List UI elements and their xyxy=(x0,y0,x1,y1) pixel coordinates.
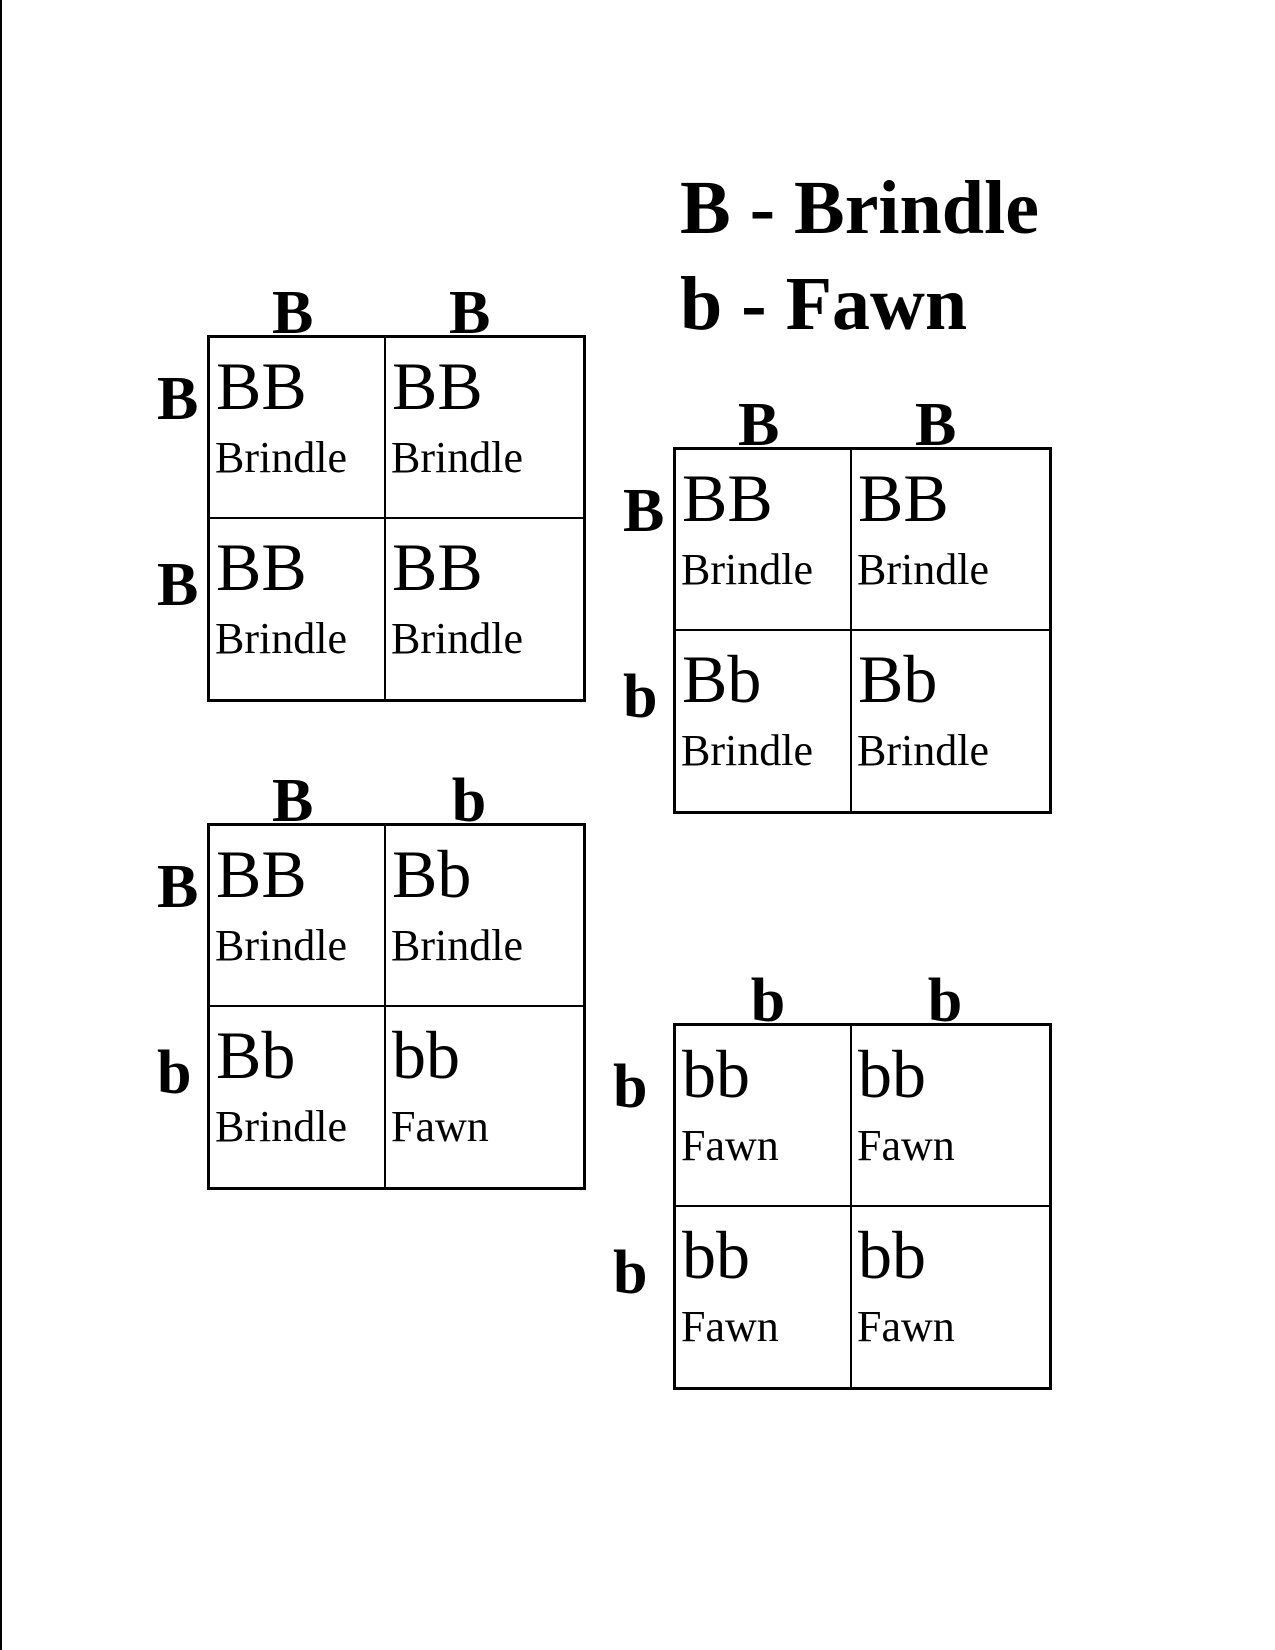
phenotype: Brindle xyxy=(681,725,813,775)
top-allele: B xyxy=(272,279,314,347)
punnett-cell xyxy=(386,826,583,1007)
genotype: BB xyxy=(392,348,483,424)
phenotype: Brindle xyxy=(391,433,523,482)
punnett-grid xyxy=(207,335,586,702)
phenotype: Brindle xyxy=(391,921,523,970)
top-allele: b xyxy=(750,967,786,1035)
punnett-cell xyxy=(386,519,583,700)
genotype: bb xyxy=(858,1036,926,1112)
punnett-cell xyxy=(676,450,852,631)
side-allele: b xyxy=(623,663,658,731)
phenotype: Fawn xyxy=(857,1121,955,1170)
punnett-cell xyxy=(676,1026,852,1207)
phenotype: Brindle xyxy=(215,433,347,482)
top-allele: B xyxy=(738,391,780,459)
phenotype: Brindle xyxy=(857,545,989,594)
phenotype: Fawn xyxy=(681,1121,779,1170)
genotype: bb xyxy=(682,1216,750,1293)
punnett-cell xyxy=(852,450,1049,631)
side-allele: B xyxy=(157,365,199,433)
legend-dominant: B - Brindle xyxy=(680,166,1039,250)
punnett-square-4 xyxy=(613,967,1063,1390)
genotype: BB xyxy=(216,348,307,424)
punnett-grid xyxy=(207,823,586,1190)
phenotype: Brindle xyxy=(215,1101,347,1151)
genotype: bb xyxy=(682,1036,750,1112)
punnett-cell xyxy=(852,1026,1049,1207)
punnett-cell xyxy=(210,519,386,700)
phenotype: Fawn xyxy=(391,1101,489,1151)
genotype: Bb xyxy=(858,640,938,717)
genotype: BB xyxy=(858,460,949,536)
punnett-cell xyxy=(676,1207,852,1388)
phenotype: Brindle xyxy=(857,725,989,775)
punnett-grid xyxy=(673,447,1052,814)
legend xyxy=(680,160,1039,352)
punnett-grid xyxy=(673,1023,1052,1390)
genotype: BB xyxy=(216,836,307,912)
punnett-cell xyxy=(852,1207,1049,1388)
punnett-square-2 xyxy=(623,391,1063,814)
side-allele: B xyxy=(623,477,665,545)
phenotype: Brindle xyxy=(215,613,347,663)
top-allele: b xyxy=(451,767,487,835)
punnett-square-1 xyxy=(157,279,597,702)
phenotype: Brindle xyxy=(215,921,347,970)
top-allele: b xyxy=(927,967,963,1035)
phenotype: Brindle xyxy=(391,613,523,663)
phenotype: Fawn xyxy=(857,1301,955,1351)
genotype: BB xyxy=(216,528,307,605)
page-edge-line xyxy=(0,0,2,1650)
side-allele: b xyxy=(613,1053,648,1121)
top-allele: B xyxy=(449,279,491,347)
genotype: bb xyxy=(858,1216,926,1293)
punnett-cell xyxy=(852,631,1049,812)
genotype: bb xyxy=(392,1016,460,1093)
side-allele: b xyxy=(157,1039,192,1107)
punnett-cell xyxy=(386,338,583,519)
side-allele: b xyxy=(613,1239,648,1307)
punnett-cell xyxy=(210,1007,386,1188)
punnett-cell xyxy=(210,338,386,519)
top-allele: B xyxy=(915,391,957,459)
legend-recessive: b - Fawn xyxy=(680,262,968,346)
punnett-cell xyxy=(386,1007,583,1188)
punnett-square-3 xyxy=(157,767,597,1190)
punnett-cell xyxy=(676,631,852,812)
genotype: BB xyxy=(682,460,773,536)
phenotype: Brindle xyxy=(681,545,813,594)
side-allele: B xyxy=(157,853,199,921)
phenotype: Fawn xyxy=(681,1301,779,1351)
punnett-cell xyxy=(210,826,386,1007)
genotype: Bb xyxy=(392,836,472,912)
top-allele: B xyxy=(272,767,314,835)
side-allele: B xyxy=(157,551,199,619)
genotype: Bb xyxy=(216,1016,296,1093)
genotype: Bb xyxy=(682,640,762,717)
genotype: BB xyxy=(392,528,483,605)
